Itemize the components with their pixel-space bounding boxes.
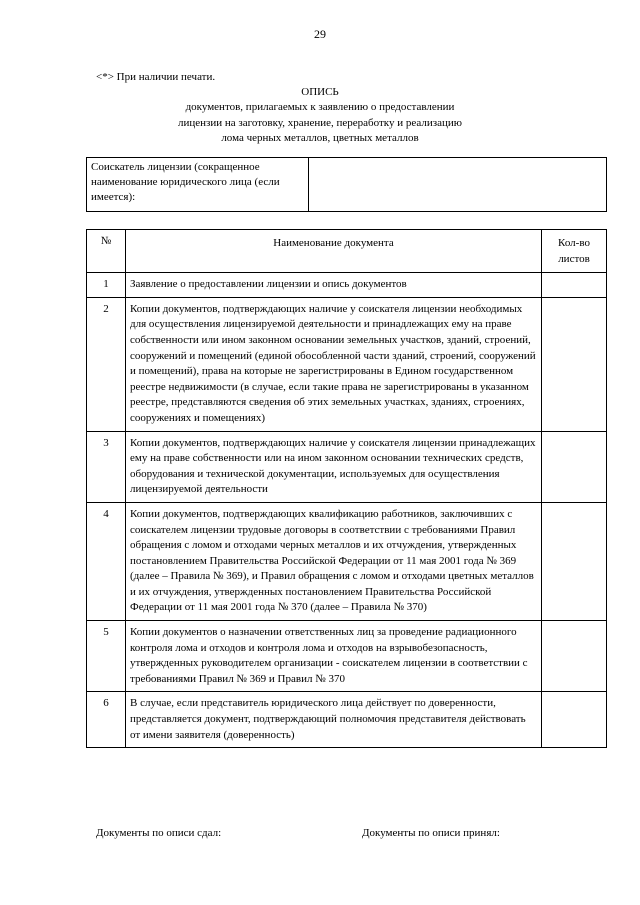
row-number: 1 [87,273,126,298]
row-sheet-count-field[interactable] [542,297,607,431]
header-number: № [87,230,126,273]
title-line-1: ОПИСЬ [301,86,339,98]
header-document-name: Наименование документа [126,230,542,273]
row-number: 4 [87,502,126,620]
applicant-row [87,158,607,212]
document-title [0,85,640,147]
table-row [87,502,607,620]
row-number: 6 [87,692,126,748]
row-sheet-count-field[interactable] [542,502,607,620]
table-row [87,273,607,298]
title-line-2: документов, прилагаемых к заявлению о предоставлении [185,101,455,114]
row-number: 2 [87,297,126,431]
row-document-name: Копии документов, подтверждающих наличие у соискателя лицензии принадлежащих ему на праве собственности или на ином законном основании технических средств, оборудования и технической документации, используемых для осуществления лицензируемой деятельности [126,431,542,502]
applicant-table [86,157,607,212]
title-line-4: лома черных металлов, цветных металлов [221,132,419,145]
applicant-value-field[interactable] [309,158,607,212]
row-sheet-count-field[interactable] [542,431,607,502]
row-sheet-count-field[interactable] [542,273,607,298]
page-number: 29 [314,27,326,41]
row-document-name: В случае, если представитель юридического лица действует по доверенности, представляется документ, подтверждающий полномочия представителя действовать от имени заявителя (доверенность) [126,692,542,748]
documents-table [86,229,607,748]
table-row [87,621,607,692]
header-sheet-count: Кол-во листов [542,230,607,273]
table-row [87,431,607,502]
table-row [87,692,607,748]
row-document-name: Копии документов о назначении ответственных лиц за проведение радиационного контроля лома и отходов и контроля лома и отходов на взрывобезопасность, утвержденных руководителем организации - соискателем лицензии в соответствии с требованиями Правил № 369 и Правил № 370 [126,621,542,692]
table-row [87,297,607,431]
row-document-name: Заявление о предоставлении лицензии и опись документов [126,273,542,298]
row-sheet-count-field[interactable] [542,692,607,748]
title-line-3: лицензии на заготовку, хранение, переработку и реализацию [178,116,462,129]
signature-received-label: Документы по описи принял: [362,827,500,839]
row-document-name: Копии документов, подтверждающих наличие у соискателя лицензии необходимых для осуществления лицензируемой деятельности и принадлежащих ему на праве собственности или ином законном основании земельных участков, зданий, строений, сооружений и помещений (единой обособленной части зданий, строений, сооружений и помещений), права на которые не зарегистрированы в Едином государственном реестре недвижимости (в случае, если такие права не зарегистрированы в указанном реестре, представляются сведения об этих земельных участках, зданиях, строениях, сооружениях и помещениях) [126,297,542,431]
footnote-seal: <*> При наличии печати. [96,71,216,83]
row-number: 3 [87,431,126,502]
row-sheet-count-field[interactable] [542,621,607,692]
row-number: 5 [87,621,126,692]
table-header-row [87,230,607,273]
signature-submitted-label: Документы по описи сдал: [96,827,222,839]
applicant-label: Соискатель лицензии (сокращенное наименование юридического лица (если имеется): [87,158,309,212]
row-document-name: Копии документов, подтверждающих квалификацию работников, заключивших с соискателем лицензии трудовые договоры в соответствии с требованиями Правил обращения с ломом и отходами черных металлов и их отчуждения, утвержденных постановлением Правительства Российской Федерации от 11 мая 2001 года № 369 (далее – Правила № 369), и Правил обращения с ломом и отходами цветных металлов и их отчуждения, утвержденных постановлением Правительства Российской Федерации от 11 мая 2001 года № 370 (далее – Правила № 370) [126,502,542,620]
